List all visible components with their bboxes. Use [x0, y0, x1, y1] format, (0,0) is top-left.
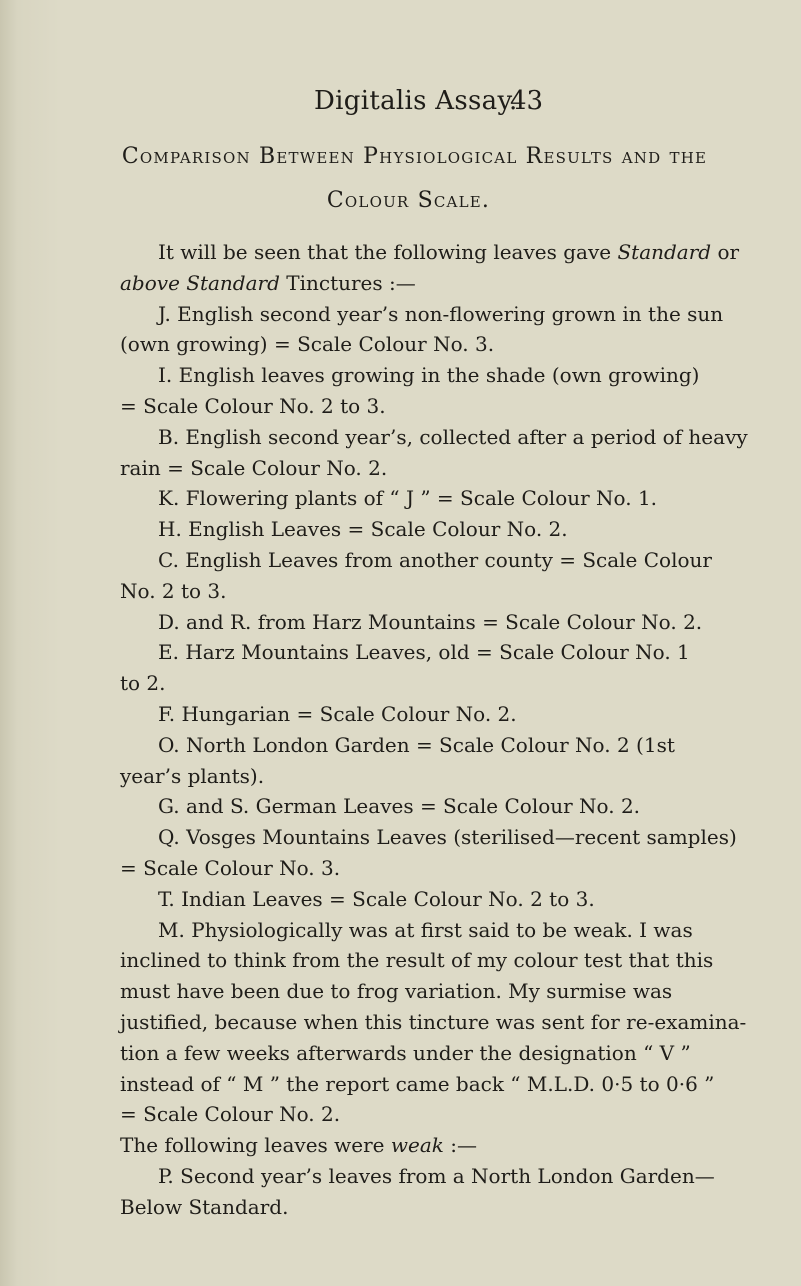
text-run: It will be seen that the following leaves gave — [158, 240, 618, 264]
text-line — [120, 545, 735, 576]
text-run: C. English Leaves from another county = Scale Colour — [158, 547, 712, 572]
text-line — [120, 1130, 735, 1161]
text-line — [120, 329, 735, 360]
text-line — [120, 637, 735, 668]
text-line — [120, 822, 735, 853]
text-line — [120, 884, 735, 915]
page-number: 43 — [510, 86, 544, 116]
text-run: justified, because when this tincture was sent for re-examina- — [120, 1009, 747, 1034]
page-header — [0, 86, 801, 126]
text-run: rain = Scale Colour No. 2. — [120, 455, 388, 480]
text-line — [120, 268, 735, 299]
body-text — [120, 237, 748, 1223]
text-run: H. English Leaves = Scale Colour No. 2. — [158, 517, 568, 542]
text-line — [120, 945, 735, 976]
italic-text: weak — [390, 1133, 444, 1158]
text-line — [120, 915, 735, 946]
text-run: instead of “ M ” the report came back “ M.L.D. 0·5 to 0·6 ” — [120, 1071, 715, 1096]
text-line — [120, 360, 735, 391]
text-line — [120, 576, 735, 607]
running-title: Digitalis Assay. — [314, 86, 518, 116]
text-line — [120, 391, 735, 422]
text-run: tion a few weeks afterwards under the designation “ V ” — [120, 1040, 691, 1065]
text-run: M. Physiologically was at first said to be weak. I was — [158, 917, 693, 942]
text-line — [120, 668, 735, 699]
text-run: P. Second year’s leaves from a North London Garden— — [158, 1163, 715, 1188]
text-run: T. Indian Leaves = Scale Colour No. 2 to 3. — [158, 886, 595, 911]
text-run: Tinctures :— — [279, 270, 416, 295]
text-run: D. and R. from Harz Mountains = Scale Colour No. 2. — [158, 609, 703, 634]
italic-text: above Standard — [120, 270, 280, 295]
text-run: year’s plants). — [120, 763, 265, 788]
text-run: No. 2 to 3. — [120, 578, 227, 603]
text-run: = Scale Colour No. 3. — [120, 855, 341, 880]
text-line — [120, 1192, 735, 1223]
text-run: F. Hungarian = Scale Colour No. 2. — [158, 701, 517, 726]
text-line — [120, 761, 735, 792]
text-line — [120, 699, 735, 730]
text-run: O. North London Garden = Scale Colour No. 2 (1st — [158, 732, 675, 757]
text-run: = Scale Colour No. 2 to 3. — [120, 393, 386, 418]
section-heading-line-1: Comparison Between Physiological Results and the — [121, 144, 708, 169]
text-run: B. English second year’s, collected after a period of heavy — [158, 424, 748, 449]
text-run: inclined to think from the result of my colour test that this — [120, 948, 714, 973]
text-line — [120, 1161, 735, 1192]
text-line — [120, 453, 735, 484]
italic-text: Standard — [617, 240, 712, 264]
section-heading-line-2: Colour Scale. — [326, 188, 491, 213]
text-line — [120, 730, 735, 761]
text-run: Q. Vosges Mountains Leaves (sterilised—recent samples) — [158, 825, 737, 850]
text-run: :— — [443, 1133, 477, 1158]
text-run: or — [711, 240, 740, 264]
text-line — [120, 1038, 735, 1069]
text-line — [120, 514, 735, 545]
text-line — [120, 976, 735, 1007]
text-line — [120, 299, 735, 330]
text-line — [120, 853, 735, 884]
text-line — [120, 422, 748, 453]
text-line — [120, 791, 735, 822]
text-line — [120, 237, 740, 268]
text-run: to 2. — [120, 671, 166, 696]
text-line — [120, 1069, 735, 1100]
text-run: Below Standard. — [120, 1194, 289, 1219]
text-run: K. Flowering plants of “ J ” = Scale Colour No. 1. — [158, 486, 658, 511]
text-run: (own growing) = Scale Colour No. 3. — [120, 332, 495, 357]
text-run: = Scale Colour No. 2. — [120, 1102, 341, 1127]
text-run: The following leaves were — [120, 1133, 391, 1158]
text-run: must have been due to frog variation. My surmise was — [120, 979, 673, 1004]
text-line — [120, 1007, 747, 1038]
text-run: J. English second year’s non-flowering grown in the sun — [158, 301, 724, 326]
text-run: E. Harz Mountains Leaves, old = Scale Colour No. 1 — [158, 640, 690, 665]
text-line — [120, 1099, 735, 1130]
text-run: I. English leaves growing in the shade (own growing) — [158, 363, 700, 388]
text-line — [120, 607, 735, 638]
text-line — [120, 483, 735, 514]
text-run: G. and S. German Leaves = Scale Colour No. 2. — [158, 794, 641, 819]
